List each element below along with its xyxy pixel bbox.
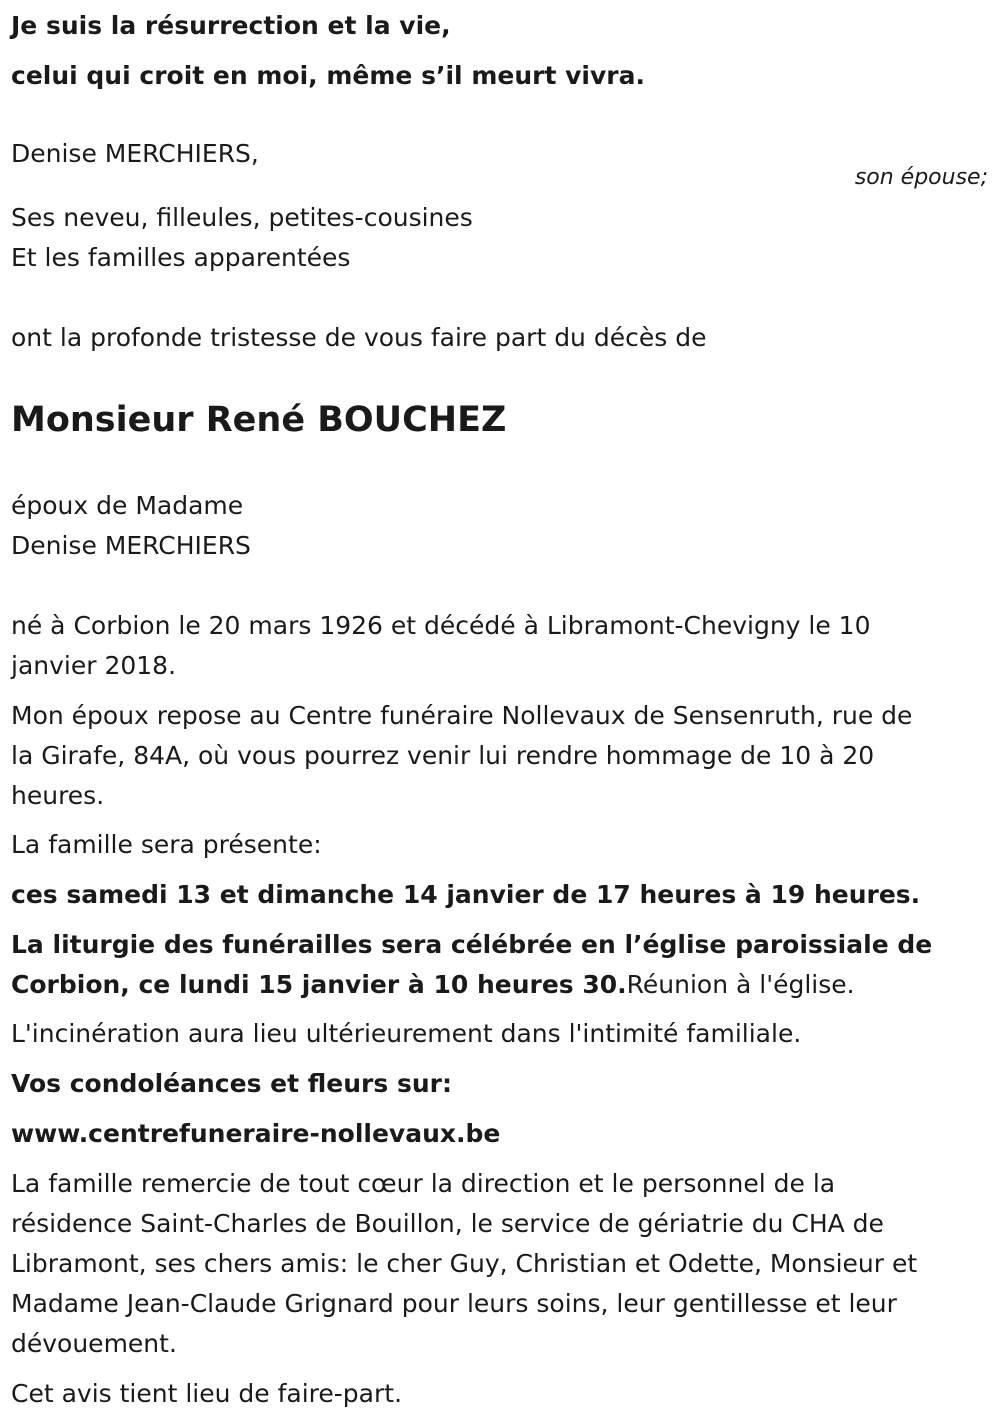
liturgy-date: Corbion, ce lundi 15 janvier à 10 heures 30.	[11, 970, 627, 999]
rest-line-3: heures.	[11, 781, 105, 810]
spouse-role: son épouse;	[854, 165, 988, 190]
relatives-line-1: Ses neveu, filleules, petites-cousines	[11, 203, 473, 232]
thanks-line-5: dévouement.	[11, 1329, 177, 1358]
rest-line-1: Mon époux repose au Centre funéraire Nollevaux de Sensenruth, rue de	[11, 701, 913, 730]
liturgy-line-1: La liturgie des funérailles sera célébrée en l’église paroissiale de	[11, 930, 933, 959]
announcement-text: ont la profonde tristesse de vous faire part du décès de	[11, 323, 707, 352]
liturgy-meeting: Réunion à l'église.	[626, 970, 855, 999]
condolences-url[interactable]: www.centrefuneraire-nollevaux.be	[11, 1119, 501, 1148]
presence-intro: La famille sera présente:	[11, 830, 322, 859]
presence-dates: ces samedi 13 et dimanche 14 janvier de 17 heures à 19 heures.	[11, 880, 921, 909]
thanks-line-1: La famille remercie de tout cœur la direction et le personnel de la	[11, 1169, 836, 1198]
thanks-line-2: résidence Saint-Charles de Bouillon, le service de gériatrie du CHA de	[11, 1209, 884, 1238]
deceased-name: Monsieur René BOUCHEZ	[11, 400, 507, 440]
quote-line-1: Je suis la résurrection et la vie,	[11, 11, 451, 40]
thanks-line-3: Libramont, ses chers amis: le cher Guy, Christian et Odette, Monsieur et	[11, 1249, 918, 1278]
incineration-text: L'incinération aura lieu ultérieurement dans l'intimité familiale.	[11, 1019, 802, 1048]
rest-line-2: la Girafe, 84A, où vous pourrez venir lui rendre hommage de 10 à 20	[11, 741, 875, 770]
deceased-spouse-line-1: époux de Madame	[11, 491, 244, 520]
birth-death-line-1: né à Corbion le 20 mars 1926 et décédé à Libramont-Chevigny le 10	[11, 611, 871, 640]
quote-line-2: celui qui croit en moi, même s’il meurt vivra.	[11, 61, 645, 90]
relatives-line-2: Et les familles apparentées	[11, 243, 351, 272]
liturgy-line-2	[11, 965, 855, 1005]
condolences-label: Vos condoléances et fleurs sur:	[11, 1069, 452, 1098]
deceased-spouse-line-2: Denise MERCHIERS	[11, 531, 251, 560]
birth-death-line-2: janvier 2018.	[11, 651, 177, 680]
spouse-name: Denise MERCHIERS,	[11, 139, 259, 168]
closing-text: Cet avis tient lieu de faire-part.	[11, 1379, 403, 1408]
thanks-line-4: Madame Jean-Claude Grignard pour leurs soins, leur gentillesse et leur	[11, 1289, 897, 1318]
